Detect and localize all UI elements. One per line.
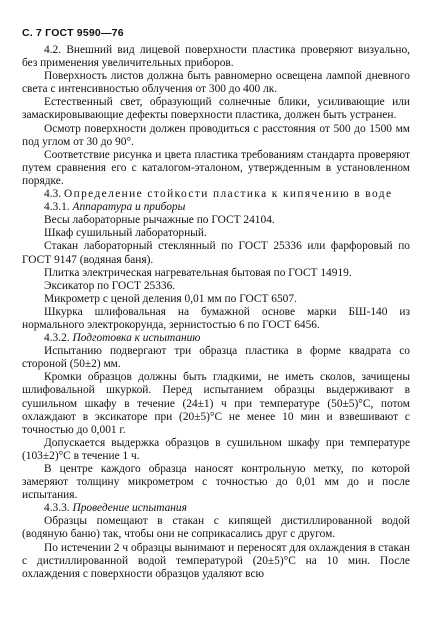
subsection-title: Аппаратура и приборы xyxy=(72,201,186,214)
paragraph: Испытанию подвергают три образца пластика в форме квадрата со стороной (50±2) мм. xyxy=(22,345,410,371)
paragraph: Естественный свет, образующий солнечные блики, усиливающие или замаскировывающие дефекты поверхности пластика, должен быть устранен. xyxy=(22,96,410,122)
paragraph: Кромки образцов должны быть гладкими, не иметь сколов, зачищены шлифовальной шкуркой. Перед испытанием образцы выдерживают в сушильном шкафу в течение (24±1) ч при температуре (50±5)°С, потом охлаждают в эксикаторе при (20±5)°С не менее 10 мин и взвешивают с точностью до 0,001 г. xyxy=(22,371,410,436)
section-heading-4-3 xyxy=(22,188,410,201)
paragraph: Допускается выдержка образцов в сушильном шкафу при температуре (103±2)°С в течение 1 ч. xyxy=(22,436,410,462)
section-title: Определение стойкости пластика к кипячению в воде xyxy=(63,188,393,201)
subsection-heading-4-3-1 xyxy=(22,201,410,214)
section-number: 4.3. xyxy=(44,188,62,201)
equipment-item: Микрометр с ценой деления 0,01 мм по ГОСТ 6507. xyxy=(44,292,297,305)
equipment-item: Стакан лабораторный стеклянный по ГОСТ 25336 или фарфоровый по ГОСТ 9147 (водяная баня). xyxy=(22,240,410,266)
subsection-title: Подготовка к испытанию xyxy=(72,332,201,345)
paragraph: По истечении 2 ч образцы вынимают и переносят для охлаждения в стакан с дистиллированной водой температурой (20±5)°С на 10 мин. После охлаждения с поверхности образцов удаляют всю xyxy=(22,541,410,580)
equipment-item: Шкаф сушильный лабораторный. xyxy=(44,227,207,240)
paragraph: 4.2. Внешний вид лицевой поверхности пластика проверяют визуально, без применения увеличительных приборов. xyxy=(22,44,410,70)
subsection-number: 4.3.3. xyxy=(44,502,70,515)
paragraph: Осмотр поверхности должен проводиться с расстояния от 500 до 1500 мм под углом от 30 до 90°. xyxy=(22,122,410,148)
paragraph: Соответствие рисунка и цвета пластика требованиям стандарта проверяют путем сравнения его с каталогом-эталоном, утвержденным в установленном порядке. xyxy=(22,148,410,187)
subsection-title: Проведение испытания xyxy=(72,502,187,515)
paragraph: В центре каждого образца наносят контрольную метку, по которой замеряют толщину микрометром с точностью до 0,01 мм до и после испытания. xyxy=(22,463,410,502)
equipment-item: Весы лабораторные рычажные по ГОСТ 24104. xyxy=(44,214,275,227)
equipment-item: Плитка электрическая нагревательная бытовая по ГОСТ 14919. xyxy=(44,266,352,279)
equipment-item: Шкурка шлифовальная на бумажной основе марки БШ-140 из нормального электрокорунда, зернистостью 6 по ГОСТ 6456. xyxy=(22,305,410,331)
page-header: С. 7 ГОСТ 9590—76 xyxy=(22,27,124,39)
paragraph: Поверхность листов должна быть равномерно освещена лампой дневного света с интенсивностью облучения от 300 до 400 лк. xyxy=(22,70,410,96)
equipment-item: Эксикатор по ГОСТ 25336. xyxy=(44,279,176,292)
document-body xyxy=(22,44,410,581)
subsection-number: 4.3.2. xyxy=(44,332,70,345)
subsection-heading-4-3-2 xyxy=(22,332,410,345)
subsection-heading-4-3-3 xyxy=(22,502,410,515)
subsection-number: 4.3.1. xyxy=(44,201,70,214)
paragraph: Образцы помещают в стакан с кипящей дистиллированной водой (водяную баню) так, чтобы они не соприкасались друг с другом. xyxy=(22,515,410,541)
